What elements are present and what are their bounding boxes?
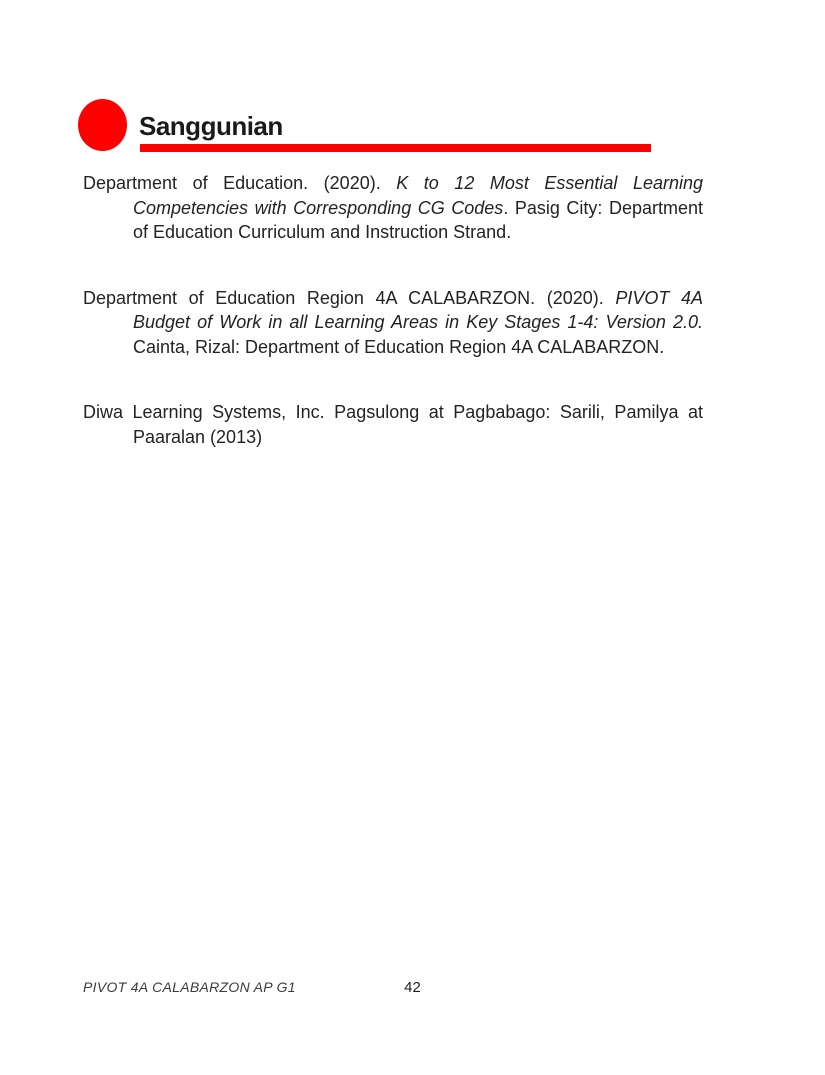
page-number: 42 — [404, 979, 421, 996]
ref-2-author-segment: Department of Education Region 4A CALABARZON. (2020). — [83, 287, 616, 308]
reference-entry-3 — [83, 400, 703, 449]
reference-entry-1 — [83, 171, 703, 245]
section-title: Sanggunian — [139, 111, 283, 141]
red-underline-rule — [140, 144, 651, 152]
footer-running-title: PIVOT 4A CALABARZON AP G1 — [83, 979, 296, 995]
reference-entry-2 — [83, 286, 703, 360]
red-circle-bullet-icon — [78, 99, 127, 151]
ref-1-publisher-segment: . Pasig City: Department of Education Curriculum and Instruction Strand. — [133, 197, 703, 242]
page-footer — [0, 979, 825, 1001]
ref-1-author-segment: Department of Education. (2020). — [83, 173, 397, 193]
ref-2-title-italic-segment: PIVOT 4A Budget of Work in all Learning Areas in Key Stages 1-4: Version 2.0. — [133, 287, 703, 332]
ref-3-text-segment: Diwa Learning Systems, Inc. Pagsulong at Pagbabago: Sarili, Pamilya at Paaralan (2013) — [83, 402, 703, 447]
ref-1-title-italic-segment: K to 12 Most Essential Learning Competencies with Corresponding CG Codes — [133, 173, 703, 218]
references-list — [83, 171, 703, 490]
ref-2-publisher-segment: Cainta, Rizal: Department of Education Region 4A CALABARZON. — [133, 336, 665, 357]
